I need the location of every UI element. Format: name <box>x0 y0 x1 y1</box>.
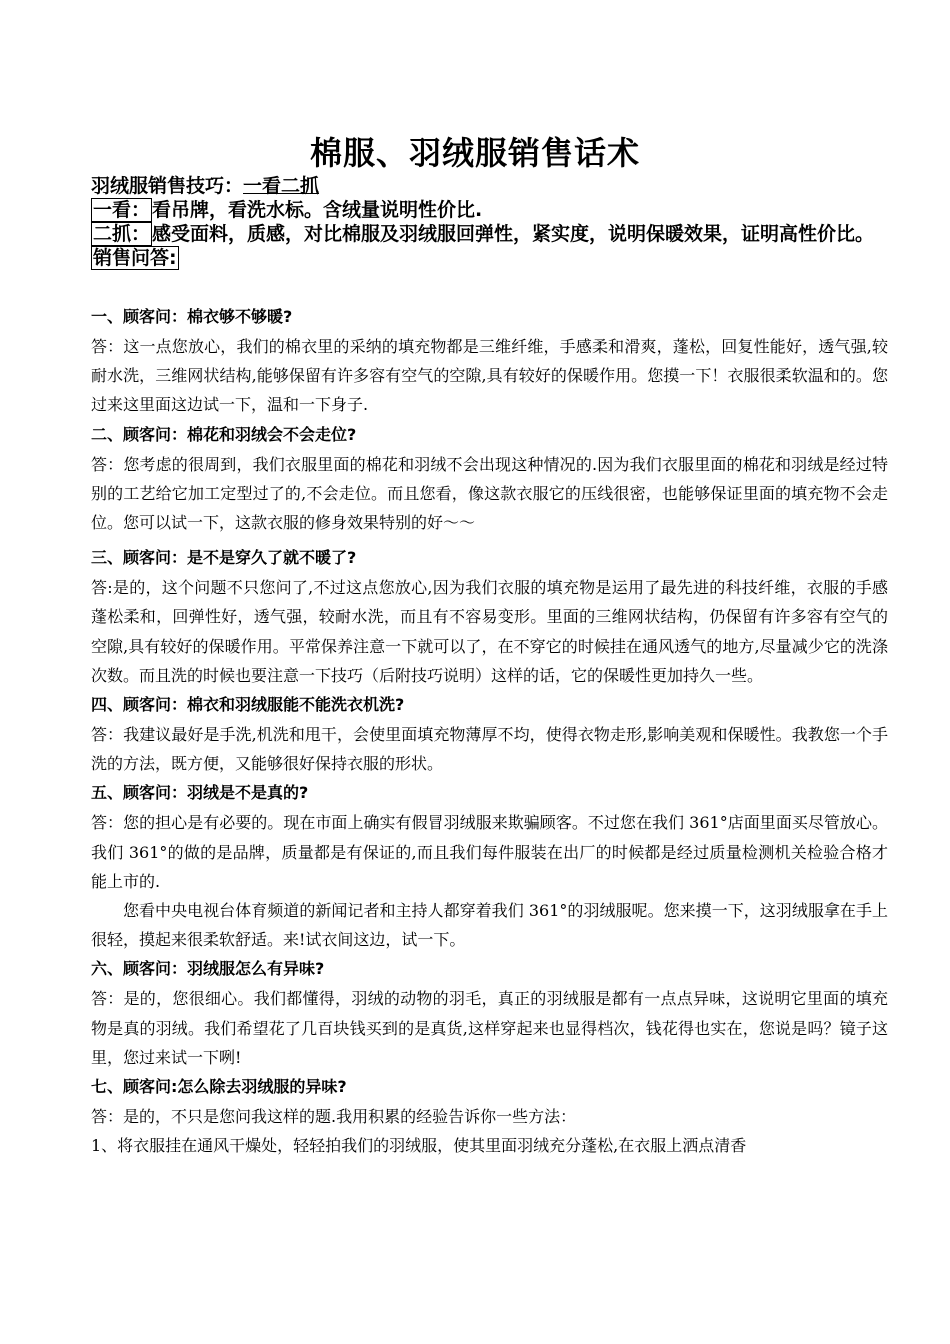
answer-paragraph: 答：您的担心是有必要的。现在市面上确实有假冒羽绒服来欺骗顾客。不过您在我们 361°店面里面买尽管放心。我们 361°的做的是品牌，质量都是有保证的,而且我们每件服装在出厂的时候都是经过质量检测机关检验合格才能上市的. <box>91 813 888 891</box>
question-heading: 四、顾客问：棉衣和羽绒服能不能洗衣机洗? <box>91 695 405 715</box>
grab-label: 二抓： <box>93 223 151 245</box>
question-heading: 六、顾客问：羽绒服怎么有异味? <box>91 959 325 979</box>
grab-line <box>91 222 886 246</box>
qa-label-line <box>91 246 886 270</box>
answer-paragraph: 答：是的，不只是您问我这样的题.我用积累的经验告诉你一些方法： <box>91 1107 577 1127</box>
answer-paragraph: 答：这一点您放心，我们的棉衣里的采纳的填充物都是三维纤维，手感柔和滑爽，蓬松，回复性能好，透气强,较耐水洗，三维网状结构,能够保留有许多容有空气的空隙,具有较好的保暖作用。您摸一下！衣服很柔软温和的。您过来这里面这边试一下，温和一下身子. <box>91 337 888 415</box>
answer-paragraph: 您看中央电视台体育频道的新闻记者和主持人都穿着我们 361°的羽绒服呢。您来摸一下，这羽绒服拿在手上很轻，摸起来很柔软舒适。来!试衣间这边，试一下。 <box>91 901 888 950</box>
look-label: 一看： <box>93 199 151 221</box>
qa-section <box>91 302 888 1160</box>
question-heading: 七、顾客问:怎么除去羽绒服的异味? <box>91 1077 347 1097</box>
answer-paragraph: 答：是的，您很细心。我们都懂得，羽绒的动物的羽毛，真正的羽绒服是都有一点点异味，这说明它里面的填充物是真的羽绒。我们希望花了几百块钱买到的是真货,这样穿起来也显得档次，钱花得也实在，您说是吗？镜子这里，您过来试一下咧! <box>91 989 888 1067</box>
skill-prefix: 羽绒服销售技巧： <box>91 175 244 197</box>
answer-paragraph: 答:是的，这个问题不只您问了,不过这点您放心,因为我们衣服的填充物是运用了最先进的科技纤维，衣服的手感蓬松柔和，回弹性好，透气强，较耐水洗，而且有不容易变形。里面的三维网状结构，仍保留有许多容有空气的空隙,具有较好的保暖作用。平常保养注意一下就可以了，在不穿它的时候挂在通风透气的地方,尽量减少它的洗涤次数。而且洗的时候也要注意一下技巧（后附技巧说明）这样的话，它的保暖性更加持久一些。 <box>91 578 888 685</box>
question-heading: 三、顾客问：是不是穿久了就不暖了? <box>91 548 357 568</box>
skill-line <box>91 174 886 198</box>
grab-text: 感受面料，质感，对比棉服及羽绒服回弹性，紧实度，说明保暖效果，证明高性价比。 <box>152 223 875 245</box>
skill-main: 一看二抓 <box>243 175 320 197</box>
answer-paragraph: 1、将衣服挂在通风干燥处，轻轻拍我们的羽绒服，使其里面羽绒充分蓬松,在衣服上洒点清香 <box>91 1136 747 1156</box>
question-heading: 二、顾客问：棉花和羽绒会不会走位? <box>91 424 357 444</box>
look-text: 看吊牌，看洗水标。含绒量说明性价比. <box>152 199 483 221</box>
answer-paragraph: 答：我建议最好是手洗,机洗和甩干，会使里面填充物薄厚不均，使得衣物走形,影响美观和保暖性。我教您一个手洗的方法，既方便，又能够很好保持衣服的形状。 <box>91 725 888 774</box>
question-heading: 一、顾客问：棉衣够不够暖? <box>91 307 293 326</box>
answer-paragraph: 答：您考虑的很周到，我们衣服里面的棉花和羽绒不会出现这种情况的.因为我们衣服里面的棉花和羽绒是经过特别的工艺给它加工定型过了的,不会走位。而且您看，像这款衣服它的压线很密，也能够保证里面的填充物不会走位。您可以试一下，这款衣服的修身效果特别的好～～ <box>91 454 888 533</box>
qa-label: 销售问答: <box>93 247 177 269</box>
intro-section <box>91 174 886 270</box>
look-line <box>91 198 886 222</box>
question-heading: 五、顾客问：羽绒是不是真的? <box>91 783 309 803</box>
page-title: 棉服、羽绒服销售话术 <box>309 134 640 172</box>
